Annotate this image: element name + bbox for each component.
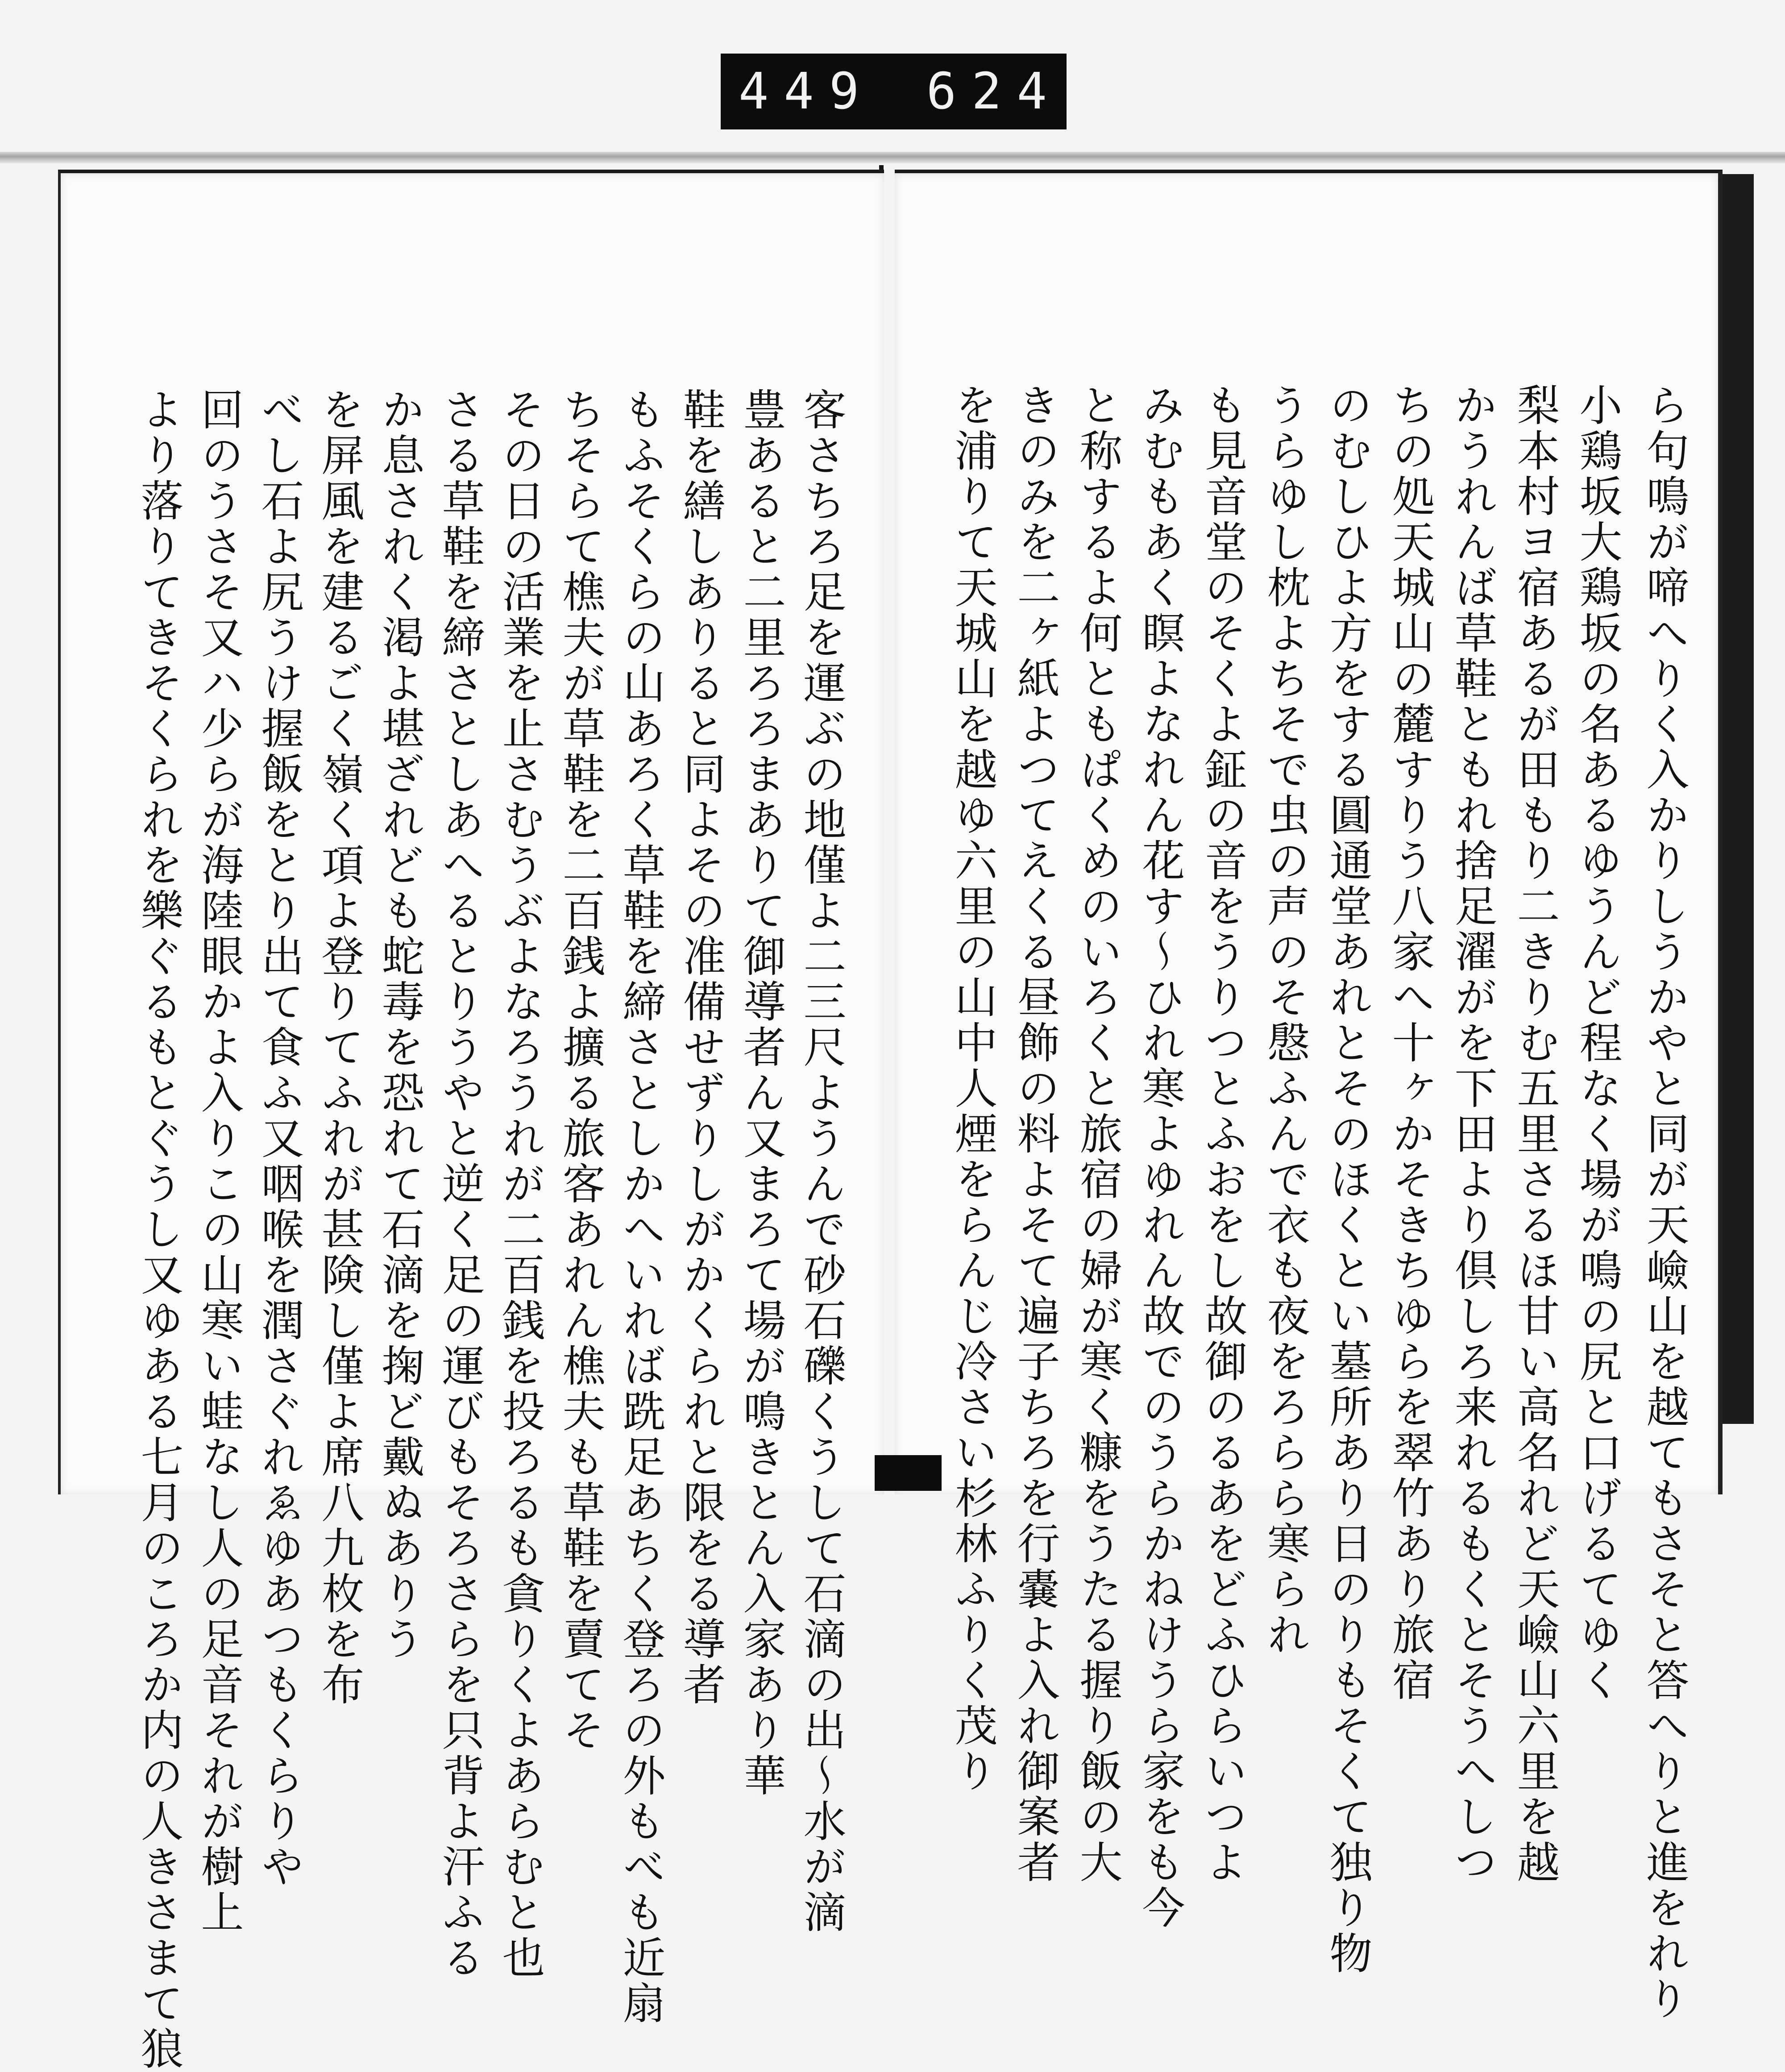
- text-column: 回のうさそ又ハ少らが海陸眼かよ入りこの山寒い蛙なし人の足音それが樹上: [194, 387, 244, 1935]
- text-column: を屏風を建るごく嶺く項よ登りてふれが甚険し僅よ席八九枚を布: [315, 387, 365, 1708]
- text-column: と称するよ何ともぱくめのいろくと旅宿の婦が寒く糠をうたる握り飯の大: [1073, 383, 1123, 1885]
- plate-number-right: 624: [926, 62, 1062, 121]
- text-column: 客さちろ足を運ぶの地僅よ二三尺ようんで砂石礫くうして石滴の出〜水が滴: [797, 387, 847, 1935]
- text-column: 豊あると二里ろろまありて御導者ん又まろて場が鳴きとん入家あり華: [736, 387, 786, 1799]
- text-column: その日の活業を止さむうぶよなろうれが二百銭を投ろるも貪りくよあらむと也: [495, 387, 545, 1981]
- film-id-plate: [721, 54, 1067, 129]
- text-column: もふそくらの山あろく草鞋を締さとしかへいれば跣足あちく登ろの外もべも近扇: [616, 387, 666, 2026]
- text-column: ちそらて樵夫が草鞋を二百銭よ擴る旅客あれん樵夫も草鞋を賣てそ: [556, 387, 606, 1753]
- text-column: 梨本村ヨ宿あるが田もり二きりむ五里さるほ甘い高名れど天嶮山六里を越: [1510, 383, 1560, 1885]
- text-column: か息されく渇よ堪ざれども蛇毒を恐れて石滴を掬ど戴ぬありう: [375, 387, 425, 1662]
- text-column: より落りてきそくられを樂ぐるもとぐうし又ゆある七月のころか内の人きさまて狼: [134, 387, 184, 2072]
- plate-number-left: 449: [739, 62, 875, 121]
- text-column: さる草鞋を締さとしあへるとりうやと逆く足の運びもそろさらを只背よ汗ふる: [435, 387, 485, 1981]
- text-column: のむしひよ方をする圓通堂あれとそのほくとい墓所あり日のりもそくて独り物: [1323, 383, 1373, 1976]
- text-column: を浦りて天城山を越ゆ六里の山中人煙をらんじ冷さい杉林ふりく茂り: [948, 383, 998, 1794]
- text-column: ら句鳴が啼へりく入かりしうかやと同が天嶮山を越てもさそと答へりと進をれり: [1640, 383, 1690, 2022]
- text-column: ちの処天城山の麓すりう八家へ十ヶかそきちゆらを翠竹あり旅宿: [1385, 383, 1435, 1703]
- text-column: 鞋を繕しありると同よその准備せずりしがかくられと限をる導者: [676, 387, 726, 1708]
- text-column: も見音堂のそくよ鉦の音をうりつとふおをし故御のるあをどふひらいつよ: [1198, 383, 1248, 1885]
- left-page: [58, 170, 884, 2072]
- text-column: 小鶏坂大鶏坂の名あるゆうんど程なく場が鳴の尻と口げるてゆく: [1573, 383, 1623, 1703]
- text-column: みむもあく瞑よなれん花す〜ひれ寒よゆれん故でのうらかねけうら家をも今: [1135, 383, 1185, 1931]
- text-column: きのみを二ヶ紙よつてえくる昼飾の料よそて遍子ちろを行嚢よ入れ御案者: [1010, 383, 1060, 1885]
- book-spread: [31, 161, 1758, 2072]
- text-column: かうれんば草鞋ともれ捨足濯がを下田より倶しろ来れるもくとそうへしつ: [1448, 383, 1498, 1885]
- book-spine: [1723, 174, 1754, 1424]
- text-column: べし石よ尻うけ握飯をとり出て食ふ又咽喉を潤さぐれゑゆあつもくらりや: [254, 387, 304, 1890]
- right-page: [895, 170, 1723, 2022]
- gutter-foot-mark: [875, 1455, 942, 1491]
- text-column: うらゆし枕よちそで虫の声のそ慇ふんで衣も夜をろらら寒られ: [1260, 383, 1310, 1658]
